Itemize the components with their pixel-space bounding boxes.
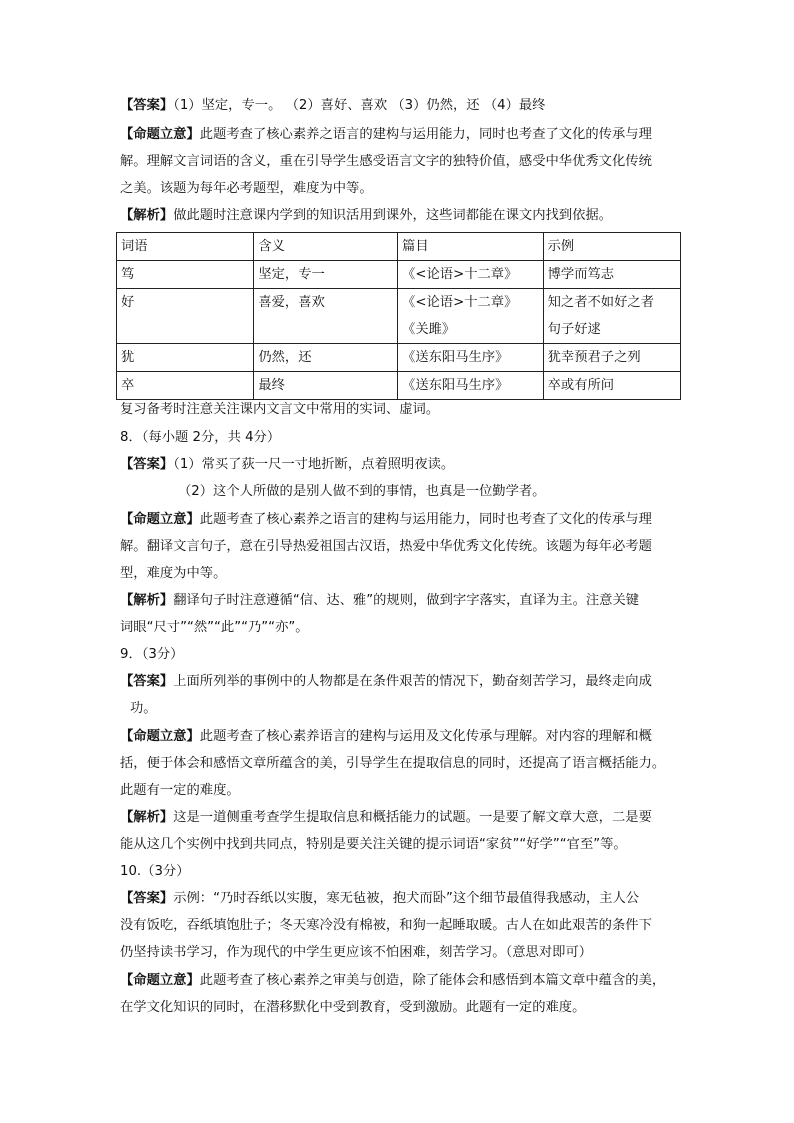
text-content: 解。翻译文言句子，意在引导热爱祖国古汉语，热爱中华优秀文化传统。该题为每年必考题 — [120, 539, 652, 554]
table-cell-source — [398, 344, 544, 372]
section-tag: 【解析】 — [120, 208, 174, 223]
text-content: 能从这几个实例中找到共同点，特别是要关注关键的提示词语“家贫”“好学”“官至”等。 — [120, 837, 627, 852]
text-content: 9．（3分） — [120, 647, 184, 662]
text-line — [120, 835, 627, 855]
text-content: 此题考查了核心素养语言的建构与运用及文化传承与理解。对内容的理解和概 — [199, 729, 652, 744]
text-content: 8．（每小题 2分，共 4分） — [120, 430, 281, 445]
section-tag: 【解析】 — [120, 810, 174, 825]
text-line — [120, 645, 183, 665]
table-header-cell: 含义 — [254, 233, 398, 261]
text-content: （2）这个人所做的是别人做不到的事情，也真是一位勤学者。 — [178, 484, 546, 499]
text-content: 翻译句子时注意遵循“信、达、雅”的规则，做到字字落实，直译为主。注意关键 — [173, 593, 640, 608]
text-line — [130, 699, 157, 719]
table-cell-line: 句子好逑 — [547, 322, 601, 337]
table-cell-word: 犹 — [117, 344, 254, 372]
text-line — [120, 618, 309, 638]
text-line — [120, 510, 652, 530]
table-cell-word: 笃 — [117, 261, 254, 289]
table-row — [117, 289, 681, 344]
text-content: 仍坚持读书学习，作为现代的中学生更应该不怕困难，刻苦学习。（意思对即可） — [120, 945, 593, 960]
text-content: （1）坚定，专一。 （2）喜好、喜欢 （3）仍然，还 （4）最终 — [173, 98, 546, 113]
text-line — [120, 916, 652, 936]
text-line — [120, 125, 652, 145]
text-line — [120, 808, 652, 828]
text-line — [178, 482, 545, 502]
table-cell-line: 犹幸预君子之列 — [547, 350, 641, 365]
section-tag: 【命题立意】 — [120, 729, 200, 744]
text-content: 这是一道侧重考查学生提取信息和概括能力的试题。一是要了解文章大意，二是要 — [173, 810, 652, 825]
text-line — [120, 727, 652, 747]
table-row — [117, 344, 681, 372]
text-content: 此题考查了核心素养之审美与创造，除了能体会和感悟到本篇文章中蕴含的美， — [199, 973, 666, 988]
table-cell-line: 博学而笃志 — [547, 267, 615, 282]
text-content: 此题考查了核心素养之语言的建构与运用能力，同时也考查了文化的传承与理 — [199, 512, 652, 527]
text-line — [120, 889, 639, 909]
table-header-cell: 词语 — [117, 233, 254, 261]
table-cell-line: 《<论语>十二章》 — [402, 295, 518, 310]
table-cell-example — [543, 289, 680, 344]
section-tag: 【答案】 — [120, 891, 174, 906]
text-content: 此题有一定的难度。 — [120, 783, 240, 798]
text-content: 在学文化知识的同时，在潜移默化中受到教育，受到激励。此题有一定的难度。 — [120, 1000, 586, 1015]
text-line — [120, 179, 373, 199]
text-content: 示例：“乃时吞纸以实腹，寒无毡被，抱犬而卧”这个细节最值得我感动，主人公 — [173, 891, 640, 906]
section-tag: 【解析】 — [120, 593, 174, 608]
table-cell-source — [398, 372, 544, 400]
section-tag: 【命题立意】 — [120, 512, 200, 527]
table-cell-word: 卒 — [117, 372, 254, 400]
text-content: （1）常买了荻一尺一寸地折断，点着照明夜读。 — [173, 457, 455, 472]
text-line — [120, 152, 652, 172]
table-header-row — [117, 233, 681, 261]
text-line — [120, 862, 190, 882]
table-cell-meaning: 仍然，还 — [254, 344, 398, 372]
section-tag: 【答案】 — [120, 457, 174, 472]
text-line — [120, 781, 240, 801]
table-cell-example — [543, 344, 680, 372]
text-line — [120, 455, 454, 475]
text-line — [120, 998, 585, 1018]
section-tag: 【答案】 — [120, 674, 174, 689]
text-line — [120, 591, 639, 611]
vocabulary-table — [116, 232, 681, 400]
text-line — [120, 754, 665, 774]
table-cell-line: 卒或有所问 — [547, 378, 615, 393]
table-cell-line: 《送东阳马生序》 — [402, 378, 509, 393]
text-line — [120, 672, 652, 692]
text-content: 型，难度为中等。 — [120, 566, 227, 581]
section-tag: 【命题立意】 — [120, 127, 200, 142]
text-content: 之美。该题为每年必考题型，难度为中等。 — [120, 181, 373, 196]
text-line — [120, 400, 439, 420]
table-header-cell: 篇目 — [398, 233, 544, 261]
text-content: 没有饭吃，吞纸填饱肚子；冬天寒冷没有棉被，和狗一起睡取暖。古人在如此艰苦的条件下 — [120, 918, 652, 933]
table-cell-line: 知之者不如好之者 — [547, 295, 654, 310]
text-content: 此题考查了核心素养之语言的建构与运用能力，同时也考查了文化的传承与理 — [199, 127, 652, 142]
table-cell-source — [398, 261, 544, 289]
text-line — [120, 943, 592, 963]
table-cell-word: 好 — [117, 289, 254, 344]
table-cell-source — [398, 289, 544, 344]
text-content: 做此题时注意课内学到的知识活用到课外，这些词都能在课文内找到依据。 — [173, 208, 612, 223]
text-line — [120, 537, 652, 557]
table-cell-meaning: 喜爱，喜欢 — [254, 289, 398, 344]
table-cell-line: 《关雎》 — [402, 322, 456, 337]
table-cell-meaning: 坚定，专一 — [254, 261, 398, 289]
text-content: 功。 — [130, 701, 157, 716]
section-tag: 【答案】 — [120, 98, 174, 113]
text-line — [120, 428, 280, 448]
text-content: 词眼“尺寸”“然”“此”“乃”“亦”。 — [120, 620, 309, 635]
table-row — [117, 372, 681, 400]
table-cell-meaning: 最终 — [254, 372, 398, 400]
section-tag: 【命题立意】 — [120, 973, 200, 988]
table-cell-line: 《<论语>十二章》 — [402, 267, 518, 282]
text-line — [120, 971, 665, 991]
text-content: 上面所列举的事例中的人物都是在条件艰苦的情况下，勤奋刻苦学习，最终走向成 — [173, 674, 652, 689]
table-row — [117, 261, 681, 289]
text-line — [120, 564, 226, 584]
text-content: 解。理解文言词语的含义，重在引导学生感受语言文字的独特价值，感受中华优秀文化传统 — [120, 154, 652, 169]
text-line — [120, 206, 612, 226]
table-header-cell: 示例 — [543, 233, 680, 261]
text-content: 10.（3分） — [120, 864, 190, 879]
table-cell-example — [543, 261, 680, 289]
table-cell-example — [543, 372, 680, 400]
text-content: 括，便于体会和感悟文章所蕴含的美，引导学生在提取信息的同时，还提高了语言概括能力。 — [120, 756, 666, 771]
text-content: 复习备考时注意关注课内文言文中常用的实词、虚词。 — [120, 402, 440, 417]
text-line — [120, 96, 545, 116]
table-cell-line: 《送东阳马生序》 — [402, 350, 509, 365]
